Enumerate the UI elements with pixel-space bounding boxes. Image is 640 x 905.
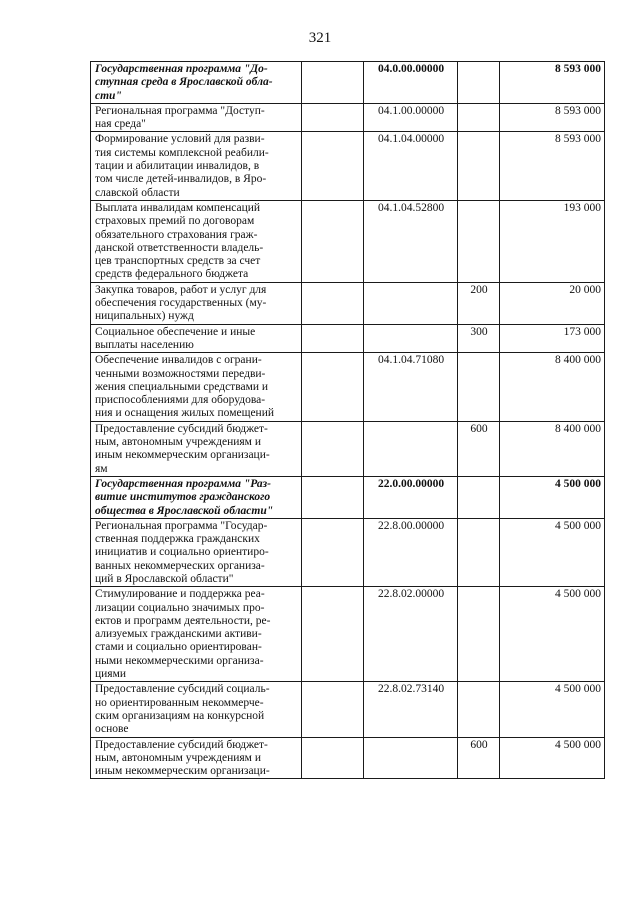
row-name-cell: Государственная программа "Раз- витие институтов гражданского общества в Ярославской области" bbox=[91, 476, 302, 518]
row-code-cell: 04.1.04.52800 bbox=[364, 200, 458, 282]
row-sum-cell: 4 500 000 bbox=[500, 587, 605, 682]
row-empty-cell bbox=[302, 200, 364, 282]
table-row bbox=[91, 682, 605, 737]
budget-table bbox=[90, 61, 605, 779]
row-expense-type-cell: 600 bbox=[458, 737, 500, 779]
row-sum-cell: 173 000 bbox=[500, 324, 605, 353]
row-name-cell: Формирование условий для разви- тия системы комплексной реабили- тации и абилитации инвалидов, в том числе детей-инвалидов, в Яро- славской области bbox=[91, 132, 302, 200]
row-expense-type-cell bbox=[458, 103, 500, 132]
row-empty-cell bbox=[302, 682, 364, 737]
row-name-cell: Государственная программа "До- ступная среда в Ярославской обла- сти" bbox=[91, 62, 302, 104]
page-number: 321 bbox=[308, 30, 332, 46]
table-row bbox=[91, 737, 605, 779]
row-name-cell: Закупка товаров, работ и услуг для обеспечения государственных (му- ниципальных) нужд bbox=[91, 282, 302, 324]
row-sum-cell: 4 500 000 bbox=[500, 682, 605, 737]
row-sum-cell: 8 400 000 bbox=[500, 421, 605, 476]
row-sum-cell: 4 500 000 bbox=[500, 737, 605, 779]
row-empty-cell bbox=[302, 421, 364, 476]
row-name-cell: Стимулирование и поддержка реа- лизации социально значимых про- ектов и программ деятельности, ре- ализуемых гражданскими активи- стами и социально ориентирован- ными некоммерческими организа- циями bbox=[91, 587, 302, 682]
row-sum-cell: 4 500 000 bbox=[500, 518, 605, 586]
row-expense-type-cell: 300 bbox=[458, 324, 500, 353]
table-row bbox=[91, 324, 605, 353]
row-code-cell bbox=[364, 324, 458, 353]
row-empty-cell bbox=[302, 518, 364, 586]
row-sum-cell: 8 593 000 bbox=[500, 132, 605, 200]
row-expense-type-cell bbox=[458, 587, 500, 682]
row-code-cell: 22.8.00.00000 bbox=[364, 518, 458, 586]
row-name-cell: Региональная программа "Государ- ственная поддержка гражданских инициатив и социально ориентиро- ванных некоммерческих организа- ций в Ярославской области" bbox=[91, 518, 302, 586]
row-code-cell: 04.1.00.00000 bbox=[364, 103, 458, 132]
row-expense-type-cell bbox=[458, 200, 500, 282]
table-row bbox=[91, 282, 605, 324]
row-code-cell: 22.8.02.73140 bbox=[364, 682, 458, 737]
row-empty-cell bbox=[302, 737, 364, 779]
row-sum-cell: 8 593 000 bbox=[500, 103, 605, 132]
row-code-cell: 04.1.04.00000 bbox=[364, 132, 458, 200]
row-expense-type-cell: 200 bbox=[458, 282, 500, 324]
table-row bbox=[91, 421, 605, 476]
row-sum-cell: 20 000 bbox=[500, 282, 605, 324]
row-sum-cell: 8 593 000 bbox=[500, 62, 605, 104]
table-row bbox=[91, 587, 605, 682]
row-name-cell: Социальное обеспечение и иные выплаты населению bbox=[91, 324, 302, 353]
row-empty-cell bbox=[302, 282, 364, 324]
row-empty-cell bbox=[302, 132, 364, 200]
table-row bbox=[91, 518, 605, 586]
row-code-cell bbox=[364, 421, 458, 476]
budget-table-body bbox=[91, 62, 605, 779]
row-expense-type-cell bbox=[458, 132, 500, 200]
row-code-cell: 04.1.04.71080 bbox=[364, 353, 458, 421]
row-code-cell bbox=[364, 282, 458, 324]
row-empty-cell bbox=[302, 587, 364, 682]
table-row bbox=[91, 353, 605, 421]
row-code-cell: 04.0.00.00000 bbox=[364, 62, 458, 104]
row-expense-type-cell bbox=[458, 518, 500, 586]
table-row bbox=[91, 200, 605, 282]
row-empty-cell bbox=[302, 353, 364, 421]
row-expense-type-cell bbox=[458, 62, 500, 104]
row-expense-type-cell bbox=[458, 476, 500, 518]
row-code-cell: 22.8.02.00000 bbox=[364, 587, 458, 682]
row-empty-cell bbox=[302, 476, 364, 518]
row-name-cell: Региональная программа "Доступ- ная среда" bbox=[91, 103, 302, 132]
table-row bbox=[91, 103, 605, 132]
row-name-cell: Выплата инвалидам компенсаций страховых премий по договорам обязательного страхования граж- данской ответственности владель- цев транспортных средств за счет средств федерального бюджета bbox=[91, 200, 302, 282]
row-empty-cell bbox=[302, 103, 364, 132]
row-code-cell bbox=[364, 737, 458, 779]
row-name-cell: Предоставление субсидий социаль- но ориентированным некоммерче- ским организациям на конкурсной основе bbox=[91, 682, 302, 737]
row-name-cell: Предоставление субсидий бюджет- ным, автономным учреждениям и иным некоммерческим организаци- bbox=[91, 737, 302, 779]
row-sum-cell: 8 400 000 bbox=[500, 353, 605, 421]
row-sum-cell: 193 000 bbox=[500, 200, 605, 282]
row-expense-type-cell bbox=[458, 353, 500, 421]
row-empty-cell bbox=[302, 324, 364, 353]
row-sum-cell: 4 500 000 bbox=[500, 476, 605, 518]
program-row bbox=[91, 62, 605, 104]
row-name-cell: Предоставление субсидий бюджет- ным, автономным учреждениям и иным некоммерческим организаци- ям bbox=[91, 421, 302, 476]
table-row bbox=[91, 132, 605, 200]
row-expense-type-cell bbox=[458, 682, 500, 737]
row-code-cell: 22.0.00.00000 bbox=[364, 476, 458, 518]
row-expense-type-cell: 600 bbox=[458, 421, 500, 476]
program-row bbox=[91, 476, 605, 518]
row-name-cell: Обеспечение инвалидов с ограни- ченными возможностями передви- жения специальными средствами и приспособлениями для оборудова- ния и оснащения жилых помещений bbox=[91, 353, 302, 421]
row-empty-cell bbox=[302, 62, 364, 104]
